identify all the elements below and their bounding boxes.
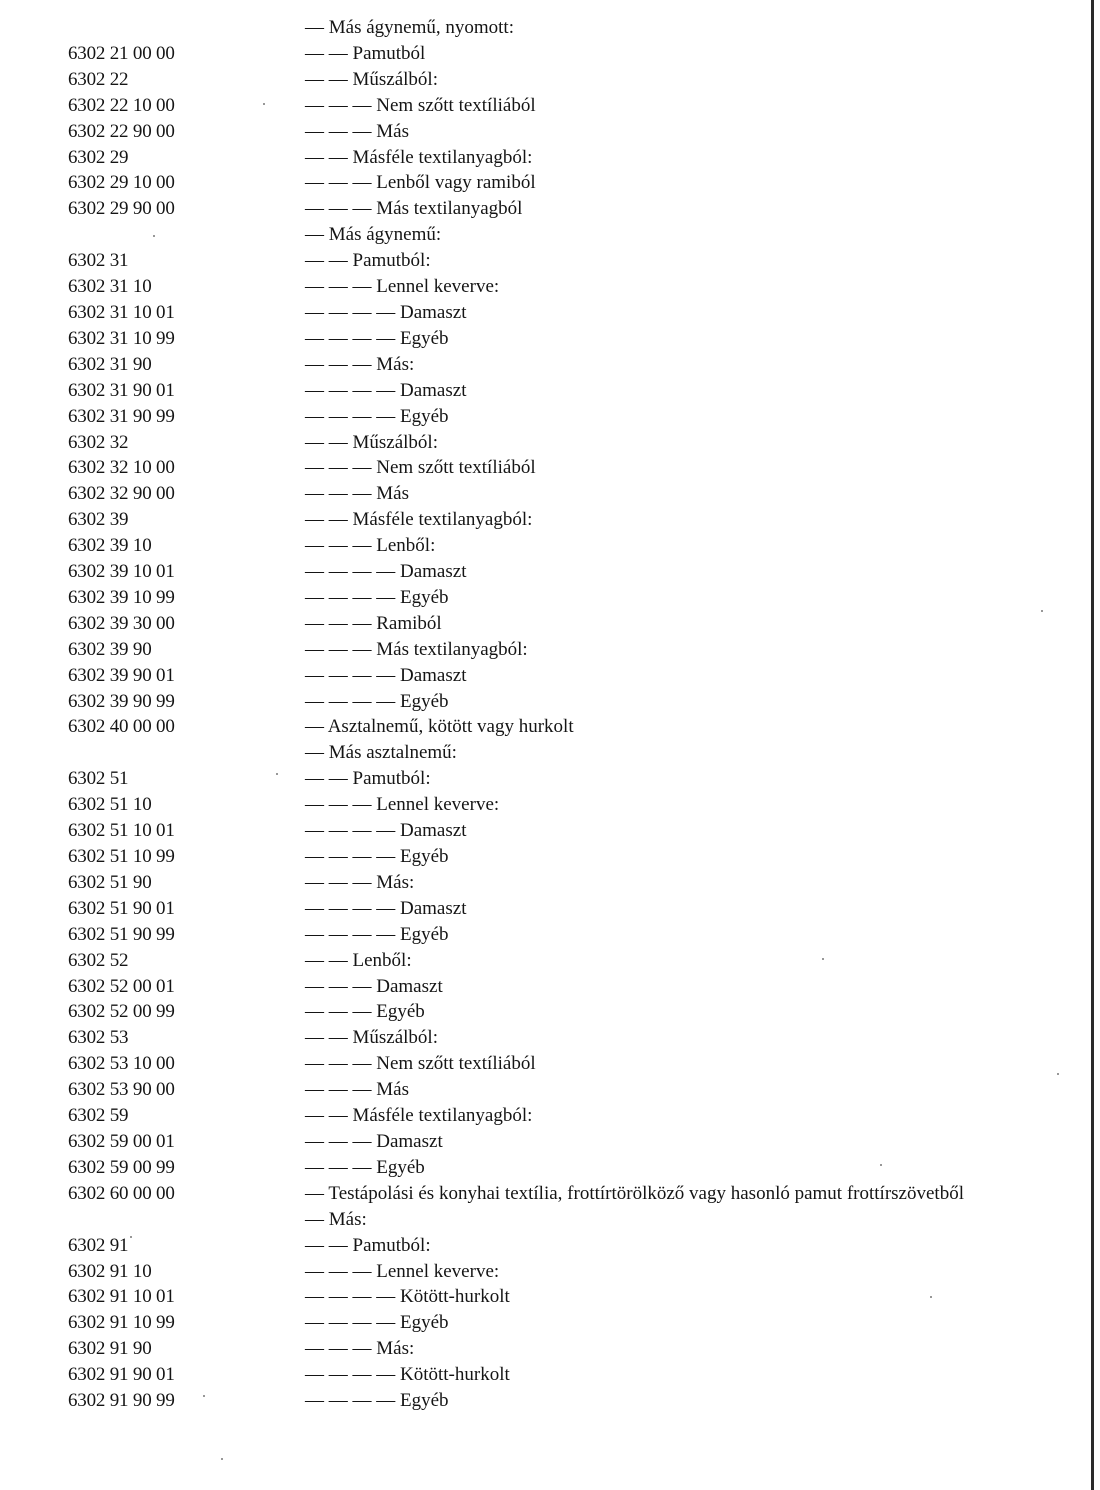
indent-dashes: — — bbox=[305, 768, 348, 790]
tariff-row bbox=[0, 1310, 1060, 1336]
tariff-row bbox=[0, 585, 1060, 611]
tariff-row bbox=[0, 1388, 1060, 1414]
description-text: Más: bbox=[376, 1338, 415, 1360]
description-text: Műszálból: bbox=[352, 68, 438, 90]
indent-dashes: — — — bbox=[305, 483, 372, 505]
indent-dashes: — — bbox=[305, 68, 348, 90]
indent-dashes: — — — — bbox=[305, 820, 396, 842]
description-text: Pamutból bbox=[352, 42, 426, 64]
tariff-description bbox=[305, 1155, 1060, 1181]
description-text: Másféle textilanyagból: bbox=[352, 1105, 533, 1127]
description-text: Lennel keverve: bbox=[376, 1260, 500, 1282]
tariff-description bbox=[305, 378, 1060, 404]
indent-dashes: — — — bbox=[305, 457, 372, 479]
description-text: Damaszt bbox=[400, 379, 467, 401]
tariff-row bbox=[0, 1336, 1060, 1362]
tariff-row bbox=[0, 611, 1060, 637]
scan-speck bbox=[1057, 1073, 1059, 1075]
tariff-code: 6302 51 10 01 bbox=[68, 820, 175, 842]
scan-speck bbox=[130, 1236, 132, 1238]
description-text: Műszálból: bbox=[352, 431, 438, 453]
description-text: Más bbox=[376, 483, 409, 505]
tariff-row bbox=[0, 1233, 1060, 1259]
tariff-code: 6302 31 10 bbox=[68, 276, 152, 298]
scan-speck bbox=[221, 1458, 223, 1460]
tariff-code: 6302 31 bbox=[68, 250, 129, 272]
indent-dashes: — — bbox=[305, 509, 348, 531]
tariff-row bbox=[0, 326, 1060, 352]
tariff-code: 6302 39 30 00 bbox=[68, 612, 175, 634]
tariff-code: 6302 31 90 99 bbox=[68, 405, 175, 427]
description-text: Lenből: bbox=[376, 535, 436, 557]
indent-dashes: — — bbox=[305, 1027, 348, 1049]
description-text: Egyéb bbox=[400, 923, 449, 945]
indent-dashes: — — — — bbox=[305, 897, 396, 919]
tariff-code: 6302 32 bbox=[68, 431, 129, 453]
tariff-row bbox=[0, 481, 1060, 507]
tariff-code: 6302 39 90 bbox=[68, 638, 152, 660]
tariff-code: 6302 31 90 bbox=[68, 353, 152, 375]
tariff-description bbox=[305, 1181, 1060, 1207]
tariff-code: 6302 51 90 99 bbox=[68, 923, 175, 945]
tariff-description bbox=[305, 1388, 1060, 1414]
tariff-description bbox=[305, 533, 1060, 559]
tariff-row bbox=[0, 1362, 1060, 1388]
indent-dashes: — bbox=[305, 1208, 324, 1230]
tariff-code: 6302 52 00 99 bbox=[68, 1001, 175, 1023]
description-text: Pamutból: bbox=[352, 768, 431, 790]
indent-dashes: — — — — bbox=[305, 1286, 396, 1308]
tariff-code: 6302 52 bbox=[68, 949, 129, 971]
scan-speck bbox=[276, 773, 278, 775]
tariff-description bbox=[305, 1051, 1060, 1077]
scan-speck bbox=[880, 1164, 882, 1166]
tariff-description bbox=[305, 119, 1060, 145]
tariff-row bbox=[0, 844, 1060, 870]
indent-dashes: — — bbox=[305, 42, 348, 64]
tariff-code: 6302 39 10 01 bbox=[68, 561, 175, 583]
description-text: Más textilanyagból: bbox=[376, 638, 528, 660]
indent-dashes: — — — bbox=[305, 871, 372, 893]
tariff-row bbox=[0, 740, 1060, 766]
tariff-code: 6302 21 00 00 bbox=[68, 42, 175, 64]
scan-speck bbox=[203, 1395, 205, 1397]
tariff-description bbox=[305, 326, 1060, 352]
indent-dashes: — — bbox=[305, 146, 348, 168]
tariff-row bbox=[0, 248, 1060, 274]
tariff-code: 6302 39 10 99 bbox=[68, 586, 175, 608]
tariff-row bbox=[0, 1155, 1060, 1181]
indent-dashes: — bbox=[305, 17, 324, 38]
scan-speck bbox=[153, 235, 155, 237]
indent-dashes: — — — bbox=[305, 794, 372, 816]
scan-speck bbox=[263, 103, 265, 105]
tariff-code: 6302 39 90 01 bbox=[68, 664, 175, 686]
description-text: Más asztalnemű: bbox=[328, 742, 457, 764]
tariff-row bbox=[0, 1051, 1060, 1077]
tariff-description bbox=[305, 196, 1060, 222]
description-text: Nem szőtt textíliából bbox=[376, 94, 536, 116]
tariff-description bbox=[305, 481, 1060, 507]
description-text: Más bbox=[376, 120, 409, 142]
description-text: Más textilanyagból bbox=[376, 198, 523, 220]
description-text: Más: bbox=[376, 353, 415, 375]
tariff-code: 6302 60 00 00 bbox=[68, 1182, 175, 1204]
tariff-row bbox=[0, 663, 1060, 689]
indent-dashes: — — — bbox=[305, 535, 372, 557]
tariff-row bbox=[0, 119, 1060, 145]
tariff-row bbox=[0, 507, 1060, 533]
description-text: Damaszt bbox=[376, 975, 443, 997]
description-text: Egyéb bbox=[400, 327, 449, 349]
tariff-row bbox=[0, 67, 1060, 93]
tariff-row bbox=[0, 1129, 1060, 1155]
tariff-description bbox=[305, 740, 1060, 766]
description-text: Egyéb bbox=[400, 846, 449, 867]
tariff-row bbox=[0, 1025, 1060, 1051]
tariff-code: 6302 29 90 00 bbox=[68, 198, 175, 220]
tariff-description bbox=[305, 611, 1060, 637]
description-text: Egyéb bbox=[400, 1312, 449, 1334]
description-text: Egyéb bbox=[400, 1390, 449, 1412]
indent-dashes: — — — bbox=[305, 1260, 372, 1282]
tariff-code: 6302 51 90 01 bbox=[68, 897, 175, 919]
description-text: Egyéb bbox=[376, 1156, 425, 1178]
tariff-code-list bbox=[0, 15, 1060, 1414]
tariff-code: 6302 51 10 bbox=[68, 794, 152, 816]
indent-dashes: — bbox=[305, 224, 324, 246]
tariff-description bbox=[305, 922, 1060, 948]
tariff-code: 6302 39 10 bbox=[68, 535, 152, 557]
tariff-description bbox=[305, 948, 1060, 974]
tariff-code: 6302 22 10 00 bbox=[68, 94, 175, 116]
indent-dashes: — — — bbox=[305, 1053, 372, 1075]
description-text: Damaszt bbox=[400, 820, 467, 842]
tariff-row bbox=[0, 922, 1060, 948]
tariff-row bbox=[0, 792, 1060, 818]
tariff-description bbox=[305, 896, 1060, 922]
indent-dashes: — — — bbox=[305, 276, 372, 298]
description-text: Damaszt bbox=[400, 897, 467, 919]
description-text: Lenből vagy ramiból bbox=[376, 172, 536, 194]
tariff-row bbox=[0, 559, 1060, 585]
description-text: Pamutból: bbox=[352, 1234, 431, 1256]
indent-dashes: — bbox=[305, 742, 324, 764]
description-text: Damaszt bbox=[400, 301, 467, 323]
tariff-row bbox=[0, 430, 1060, 456]
description-text: Más bbox=[376, 1079, 409, 1101]
indent-dashes: — — — — bbox=[305, 301, 396, 323]
tariff-description bbox=[305, 1207, 1060, 1233]
tariff-row bbox=[0, 196, 1060, 222]
tariff-code: 6302 91 90 99 bbox=[68, 1390, 175, 1412]
tariff-code: 6302 40 00 00 bbox=[68, 716, 175, 738]
indent-dashes: — — bbox=[305, 1234, 348, 1256]
tariff-code: 6302 91 10 99 bbox=[68, 1312, 175, 1334]
indent-dashes: — — — bbox=[305, 1079, 372, 1101]
tariff-description bbox=[305, 559, 1060, 585]
description-text: Egyéb bbox=[400, 586, 449, 608]
description-text: Egyéb bbox=[376, 1001, 425, 1023]
indent-dashes: — bbox=[305, 1182, 324, 1204]
tariff-row bbox=[0, 818, 1060, 844]
tariff-row bbox=[0, 455, 1060, 481]
indent-dashes: — — — bbox=[305, 172, 372, 194]
tariff-row bbox=[0, 15, 1060, 41]
tariff-description bbox=[305, 1259, 1060, 1285]
description-text: Más ágynemű: bbox=[328, 224, 442, 246]
tariff-description bbox=[305, 1336, 1060, 1362]
tariff-row bbox=[0, 170, 1060, 196]
indent-dashes: — — — — bbox=[305, 846, 396, 867]
indent-dashes: — — — bbox=[305, 198, 372, 220]
tariff-description bbox=[305, 663, 1060, 689]
tariff-code: 6302 22 90 00 bbox=[68, 120, 175, 142]
tariff-row bbox=[0, 766, 1060, 792]
tariff-description bbox=[305, 274, 1060, 300]
tariff-description bbox=[305, 637, 1060, 663]
description-text: Lennel keverve: bbox=[376, 276, 500, 298]
scan-speck bbox=[930, 1296, 932, 1298]
tariff-row bbox=[0, 93, 1060, 119]
tariff-code: 6302 31 10 01 bbox=[68, 301, 175, 323]
tariff-row bbox=[0, 1284, 1060, 1310]
tariff-description bbox=[305, 974, 1060, 1000]
tariff-code: 6302 32 90 00 bbox=[68, 483, 175, 505]
tariff-description bbox=[305, 248, 1060, 274]
tariff-code: 6302 31 90 01 bbox=[68, 379, 175, 401]
indent-dashes: — — — bbox=[305, 638, 372, 660]
tariff-row bbox=[0, 41, 1060, 67]
description-text: Más ágynemű, nyomott: bbox=[328, 17, 514, 38]
description-text: Damaszt bbox=[376, 1130, 443, 1152]
tariff-code: 6302 91 90 bbox=[68, 1338, 152, 1360]
indent-dashes: — — — bbox=[305, 975, 372, 997]
tariff-row bbox=[0, 404, 1060, 430]
tariff-code: 6302 53 bbox=[68, 1027, 129, 1049]
tariff-code: 6302 91 bbox=[68, 1234, 129, 1256]
tariff-code: 6302 59 bbox=[68, 1105, 129, 1127]
tariff-description bbox=[305, 430, 1060, 456]
indent-dashes: — — — — bbox=[305, 586, 396, 608]
tariff-code: 6302 51 10 99 bbox=[68, 846, 175, 867]
indent-dashes: — — — bbox=[305, 94, 372, 116]
description-text: Más: bbox=[328, 1208, 367, 1230]
tariff-row bbox=[0, 1259, 1060, 1285]
indent-dashes: — — — — bbox=[305, 327, 396, 349]
description-text: Másféle textilanyagból: bbox=[352, 146, 533, 168]
indent-dashes: — — — — bbox=[305, 1390, 396, 1412]
indent-dashes: — — bbox=[305, 250, 348, 272]
tariff-code: 6302 91 10 bbox=[68, 1260, 152, 1282]
indent-dashes: — — — — bbox=[305, 379, 396, 401]
tariff-row bbox=[0, 1077, 1060, 1103]
tariff-description bbox=[305, 792, 1060, 818]
description-text: Egyéb bbox=[400, 405, 449, 427]
tariff-description bbox=[305, 93, 1060, 119]
tariff-description bbox=[305, 1310, 1060, 1336]
indent-dashes: — — — bbox=[305, 1156, 372, 1178]
tariff-description bbox=[305, 999, 1060, 1025]
description-text: Másféle textilanyagból: bbox=[352, 509, 533, 531]
tariff-description bbox=[305, 585, 1060, 611]
tariff-code: 6302 52 00 01 bbox=[68, 975, 175, 997]
tariff-description bbox=[305, 67, 1060, 93]
tariff-description bbox=[305, 1103, 1060, 1129]
tariff-description bbox=[305, 352, 1060, 378]
tariff-description bbox=[305, 41, 1060, 67]
tariff-row bbox=[0, 222, 1060, 248]
description-text: Nem szőtt textíliából bbox=[376, 457, 536, 479]
tariff-description bbox=[305, 404, 1060, 430]
tariff-row bbox=[0, 274, 1060, 300]
tariff-code: 6302 22 bbox=[68, 68, 129, 90]
tariff-code: 6302 53 90 00 bbox=[68, 1079, 175, 1101]
tariff-row bbox=[0, 689, 1060, 715]
indent-dashes: — — — bbox=[305, 120, 372, 142]
tariff-code: 6302 53 10 00 bbox=[68, 1053, 175, 1075]
description-text: Damaszt bbox=[400, 664, 467, 686]
tariff-code: 6302 39 90 99 bbox=[68, 690, 175, 712]
tariff-description bbox=[305, 714, 1060, 740]
tariff-row bbox=[0, 1207, 1060, 1233]
indent-dashes: — bbox=[305, 716, 324, 738]
tariff-row bbox=[0, 870, 1060, 896]
tariff-description bbox=[305, 455, 1060, 481]
indent-dashes: — — — — bbox=[305, 405, 396, 427]
tariff-description bbox=[305, 1284, 1060, 1310]
scan-speck bbox=[1041, 610, 1043, 612]
description-text: Damaszt bbox=[400, 561, 467, 583]
tariff-row bbox=[0, 378, 1060, 404]
tariff-row bbox=[0, 1103, 1060, 1129]
description-text: Ramiból bbox=[376, 612, 442, 634]
indent-dashes: — — bbox=[305, 1105, 348, 1127]
tariff-description bbox=[305, 300, 1060, 326]
indent-dashes: — — — — bbox=[305, 1312, 396, 1334]
tariff-code: 6302 39 bbox=[68, 509, 129, 531]
description-text: Lenből: bbox=[352, 949, 412, 971]
tariff-row bbox=[0, 533, 1060, 559]
tariff-description bbox=[305, 145, 1060, 171]
tariff-row bbox=[0, 999, 1060, 1025]
tariff-description bbox=[305, 818, 1060, 844]
description-text: Más: bbox=[376, 871, 415, 893]
tariff-code: 6302 51 bbox=[68, 768, 129, 790]
tariff-description bbox=[305, 507, 1060, 533]
tariff-row bbox=[0, 714, 1060, 740]
indent-dashes: — — — bbox=[305, 612, 372, 634]
tariff-row bbox=[0, 1181, 1060, 1207]
indent-dashes: — — — — bbox=[305, 690, 396, 712]
tariff-description bbox=[305, 844, 1060, 870]
description-text: Lennel keverve: bbox=[376, 794, 500, 816]
indent-dashes: — — bbox=[305, 431, 348, 453]
tariff-row bbox=[0, 352, 1060, 378]
description-text: Testápolási és konyhai textília, frottírtörölköző vagy hasonló pamut frottírszövetből bbox=[328, 1182, 964, 1204]
tariff-code: 6302 59 00 99 bbox=[68, 1156, 175, 1178]
tariff-description bbox=[305, 1025, 1060, 1051]
tariff-row bbox=[0, 300, 1060, 326]
description-text: Pamutból: bbox=[352, 250, 431, 272]
tariff-code: 6302 51 90 bbox=[68, 871, 152, 893]
tariff-description bbox=[305, 1233, 1060, 1259]
tariff-code: 6302 91 10 01 bbox=[68, 1286, 175, 1308]
description-text: Műszálból: bbox=[352, 1027, 438, 1049]
indent-dashes: — — — bbox=[305, 353, 372, 375]
tariff-row bbox=[0, 637, 1060, 663]
tariff-description bbox=[305, 222, 1060, 248]
tariff-code: 6302 59 00 01 bbox=[68, 1130, 175, 1152]
description-text: Egyéb bbox=[400, 690, 449, 712]
indent-dashes: — — bbox=[305, 949, 348, 971]
tariff-description bbox=[305, 170, 1060, 196]
indent-dashes: — — — — bbox=[305, 561, 396, 583]
tariff-description bbox=[305, 1077, 1060, 1103]
indent-dashes: — — — bbox=[305, 1338, 372, 1360]
tariff-description bbox=[305, 1129, 1060, 1155]
indent-dashes: — — — — bbox=[305, 664, 396, 686]
tariff-row bbox=[0, 974, 1060, 1000]
tariff-description bbox=[305, 766, 1060, 792]
description-text: Asztalnemű, kötött vagy hurkolt bbox=[327, 716, 574, 738]
scan-speck bbox=[822, 958, 824, 960]
description-text: Kötött-hurkolt bbox=[400, 1286, 510, 1308]
tariff-row bbox=[0, 145, 1060, 171]
indent-dashes: — — — bbox=[305, 1001, 372, 1023]
tariff-row bbox=[0, 948, 1060, 974]
tariff-code: 6302 29 10 00 bbox=[68, 172, 175, 194]
tariff-code: 6302 29 bbox=[68, 146, 129, 168]
right-edge-rule bbox=[1091, 0, 1094, 1490]
tariff-code: 6302 32 10 00 bbox=[68, 457, 175, 479]
description-text: Kötött-hurkolt bbox=[400, 1364, 510, 1386]
tariff-row bbox=[0, 896, 1060, 922]
tariff-code: 6302 91 90 01 bbox=[68, 1364, 175, 1386]
indent-dashes: — — — — bbox=[305, 923, 396, 945]
tariff-description bbox=[305, 15, 1060, 41]
tariff-description bbox=[305, 870, 1060, 896]
tariff-code: 6302 31 10 99 bbox=[68, 327, 175, 349]
description-text: Nem szőtt textíliából bbox=[376, 1053, 536, 1075]
indent-dashes: — — — bbox=[305, 1130, 372, 1152]
indent-dashes: — — — — bbox=[305, 1364, 396, 1386]
tariff-description bbox=[305, 1362, 1060, 1388]
tariff-description bbox=[305, 689, 1060, 715]
